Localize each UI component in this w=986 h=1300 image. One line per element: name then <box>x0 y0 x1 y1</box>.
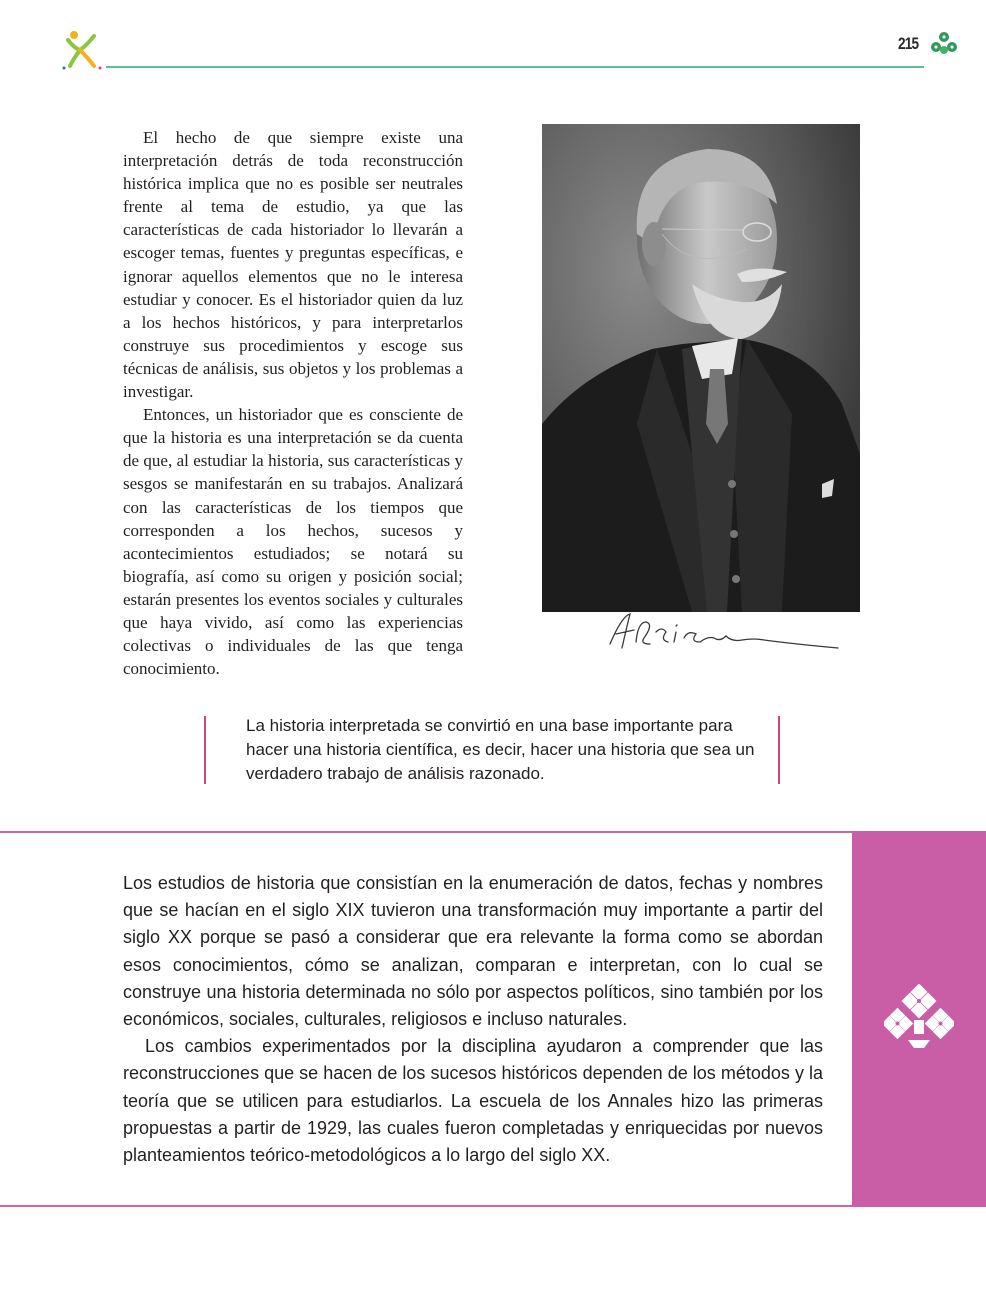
band-rule-bottom <box>0 1205 852 1207</box>
quote-bar-right <box>778 716 780 784</box>
quote-bar-left <box>204 716 206 784</box>
header-rule <box>106 66 924 68</box>
band-paragraph-2: Los cambios experimentados por la disciplina ayudaron a comprender que las reconstrucciones que se hacen de los sucesos históricos dependen de los métodos y la teoría que se utilicen para estudiarlos. La escuela de los Annales hizo las primeras propuestas a partir de 1929, las cuales fueron completadas y enriquecidas por nuevos planteamientos teórico-metodológicos a lo largo del siglo XX. <box>123 1036 823 1166</box>
historian-portrait-photo <box>542 124 860 612</box>
band-text <box>123 870 823 1169</box>
band-rule-top <box>0 831 852 833</box>
handwritten-signature <box>604 608 844 656</box>
page-number: 215 <box>898 34 919 53</box>
white-flower-emblem-icon <box>884 984 954 1052</box>
body-paragraph-1: El hecho de que siempre existe una interpretación detrás de toda reconstrucción histórica implica que no es posible ser neutrales frente al tema de estudio, ya que las características de cada historiador lo llevarán a escoger temas, fuentes y preguntas específicas, e ignorar aquellos elementos que no le interesa estudiar y conocer. Es el historiador quien da luz a los hechos históricos, y para interpretarlos construye sus procedimientos y escoge sus técnicas de análisis, sus objetos y los problemas a investigar. <box>123 128 463 402</box>
sprout-figure-icon <box>60 28 104 72</box>
green-flower-cluster-icon <box>930 31 958 57</box>
band-paragraph-1: Los estudios de historia que consistían en la enumeración de datos, fechas y nombres que se hacían en el siglo XIX tuvieron una transformación muy importante a partir del siglo XX porque se pasó a considerar que era relevante la forma como se abordan esos conocimientos, cómo se analizan, comparan e interpretan, con lo cual se construye una historia determinada no sólo por aspectos políticos, sino también por los económicos, sociales, culturales, religiosos e incluso naturales. <box>123 873 823 1030</box>
pull-quote: La historia interpretada se convirtió en una base importante para hacer una historia científica, es decir, hacer una historia que sea un verdadero trabajo de análisis razonado. <box>246 716 755 783</box>
body-paragraph-2: Entonces, un historiador que es consciente de que la historia es una interpretación se da cuenta de que, al estudiar la historia, sus características y sesgos se manifestarán en su trabajos. Analizará con las características de los tiempos que corresponden a los hechos, sucesos y acontecimientos estudiados; se notará su biografía, así como su origen y posición social; estarán presentes los eventos sociales y culturales que haya vivido, así como las experiencias colectivas o individuales de las que tenga conocimiento. <box>123 405 463 679</box>
body-column <box>123 126 463 680</box>
